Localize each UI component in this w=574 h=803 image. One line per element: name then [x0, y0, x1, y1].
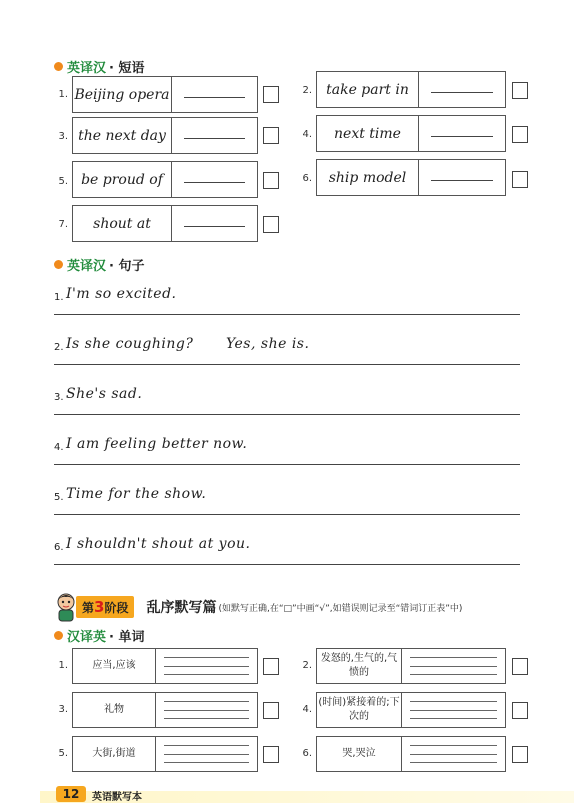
word-text: 发怒的,生气的,气愤的 — [317, 649, 402, 683]
word-text: (时间)紧接着的;下次的 — [317, 693, 402, 727]
student-mascot-icon — [52, 592, 80, 622]
item-number: 7. — [58, 219, 68, 230]
stage-header — [52, 592, 462, 622]
sentence-line[interactable] — [54, 286, 520, 315]
item-number: 6. — [302, 173, 312, 184]
word-box — [72, 648, 258, 684]
answer-lines[interactable] — [156, 737, 257, 771]
phrase-text: take part in — [317, 72, 419, 107]
section-subtitle: · 句子 — [109, 259, 145, 274]
checkbox[interactable] — [512, 702, 528, 719]
checkbox[interactable] — [263, 658, 279, 675]
sentence-text: I am feeling better now. — [66, 436, 248, 452]
answer-blank[interactable] — [172, 118, 257, 153]
sentence-line[interactable] — [54, 386, 520, 415]
sentence-text: Time for the show. — [66, 486, 207, 502]
phrase-box — [72, 205, 258, 242]
section-heading-words — [54, 626, 144, 645]
checkbox[interactable] — [263, 702, 279, 719]
phrase-text: Beijing opera — [73, 77, 172, 112]
item-number: 4. — [54, 442, 64, 453]
bullet-icon — [54, 62, 63, 71]
checkbox[interactable] — [512, 746, 528, 763]
section-subtitle: · 短语 — [109, 61, 145, 76]
checkbox[interactable] — [263, 86, 279, 103]
phrase-box — [316, 115, 506, 152]
item-number: 5. — [58, 176, 68, 187]
item-number: 3. — [58, 131, 68, 142]
stage-title: 乱序默写篇 — [146, 600, 217, 616]
word-box — [72, 736, 258, 772]
answer-lines[interactable] — [402, 649, 505, 683]
phrase-text: ship model — [317, 160, 419, 195]
word-text: 应当,应该 — [73, 649, 156, 683]
checkbox[interactable] — [263, 127, 279, 144]
word-text: 大街,街道 — [73, 737, 156, 771]
answer-blank[interactable] — [419, 116, 505, 151]
checkbox[interactable] — [263, 746, 279, 763]
bullet-icon — [54, 631, 63, 640]
answer-lines[interactable] — [156, 693, 257, 727]
section-title: 汉译英 — [67, 630, 107, 645]
phrase-box — [72, 76, 258, 113]
item-number: 1. — [58, 89, 68, 100]
phrase-text: shout at — [73, 206, 172, 241]
sentence-text: I'm so excited. — [66, 286, 177, 302]
answer-blank[interactable] — [172, 77, 257, 112]
answer-blank[interactable] — [419, 72, 505, 107]
item-number: 2. — [54, 342, 64, 353]
item-number: 6. — [302, 748, 312, 759]
item-number: 5. — [54, 492, 64, 503]
sentence-line[interactable] — [54, 436, 520, 465]
sentence-line[interactable] — [54, 336, 520, 365]
footer-band — [0, 785, 574, 803]
answer-blank[interactable] — [172, 162, 257, 197]
word-text: 哭,哭泣 — [317, 737, 402, 771]
word-box — [316, 736, 506, 772]
word-box — [316, 692, 506, 728]
phrase-text: next time — [317, 116, 419, 151]
sentence-line[interactable] — [54, 536, 520, 565]
sentence-line[interactable] — [54, 486, 520, 515]
item-number: 2. — [302, 85, 312, 96]
checkbox[interactable] — [512, 171, 528, 188]
stage-suffix: 阶段 — [104, 601, 129, 615]
item-number: 1. — [58, 660, 68, 671]
phrase-box — [316, 71, 506, 108]
section-title: 英译汉 — [67, 259, 107, 274]
section-title: 英译汉 — [67, 61, 107, 76]
answer-lines[interactable] — [402, 693, 505, 727]
sentence-answer-text: Yes, she is. — [226, 336, 310, 352]
item-number: 2. — [302, 660, 312, 671]
stage-number: 3 — [94, 598, 105, 616]
word-text: 礼物 — [73, 693, 156, 727]
answer-lines[interactable] — [402, 737, 505, 771]
phrase-box — [72, 161, 258, 198]
answer-blank[interactable] — [172, 206, 257, 241]
page-number: 12 — [56, 786, 86, 802]
stage-prefix: 第 — [82, 601, 95, 615]
checkbox[interactable] — [512, 126, 528, 143]
item-number: 3. — [58, 704, 68, 715]
word-box — [316, 648, 506, 684]
phrase-text: the next day — [73, 118, 172, 153]
item-number: 4. — [302, 704, 312, 715]
phrase-box — [316, 159, 506, 196]
item-number: 4. — [302, 129, 312, 140]
checkbox[interactable] — [263, 216, 279, 233]
phrase-text: be proud of — [73, 162, 172, 197]
answer-blank[interactable] — [419, 160, 505, 195]
section-heading-phrases — [54, 57, 144, 76]
sentence-text: Is she coughing? — [66, 336, 194, 352]
checkbox[interactable] — [263, 172, 279, 189]
checkbox[interactable] — [512, 82, 528, 99]
section-subtitle: · 单词 — [109, 630, 145, 645]
book-title: 英语默写本 — [92, 792, 142, 803]
phrase-box — [72, 117, 258, 154]
item-number: 6. — [54, 542, 64, 553]
stage-badge — [76, 596, 134, 618]
stage-instruction: (如默写正确,在“□”中画“√”,如错误则记录至“错词订正表”中) — [218, 603, 463, 614]
sentence-text: She's sad. — [66, 386, 143, 402]
answer-lines[interactable] — [156, 649, 257, 683]
word-box — [72, 692, 258, 728]
checkbox[interactable] — [512, 658, 528, 675]
item-number: 5. — [58, 748, 68, 759]
sentence-text: I shouldn't shout at you. — [66, 536, 251, 552]
bullet-icon — [54, 260, 63, 269]
item-number: 1. — [54, 292, 64, 303]
item-number: 3. — [54, 392, 64, 403]
section-heading-sentences — [54, 255, 144, 274]
